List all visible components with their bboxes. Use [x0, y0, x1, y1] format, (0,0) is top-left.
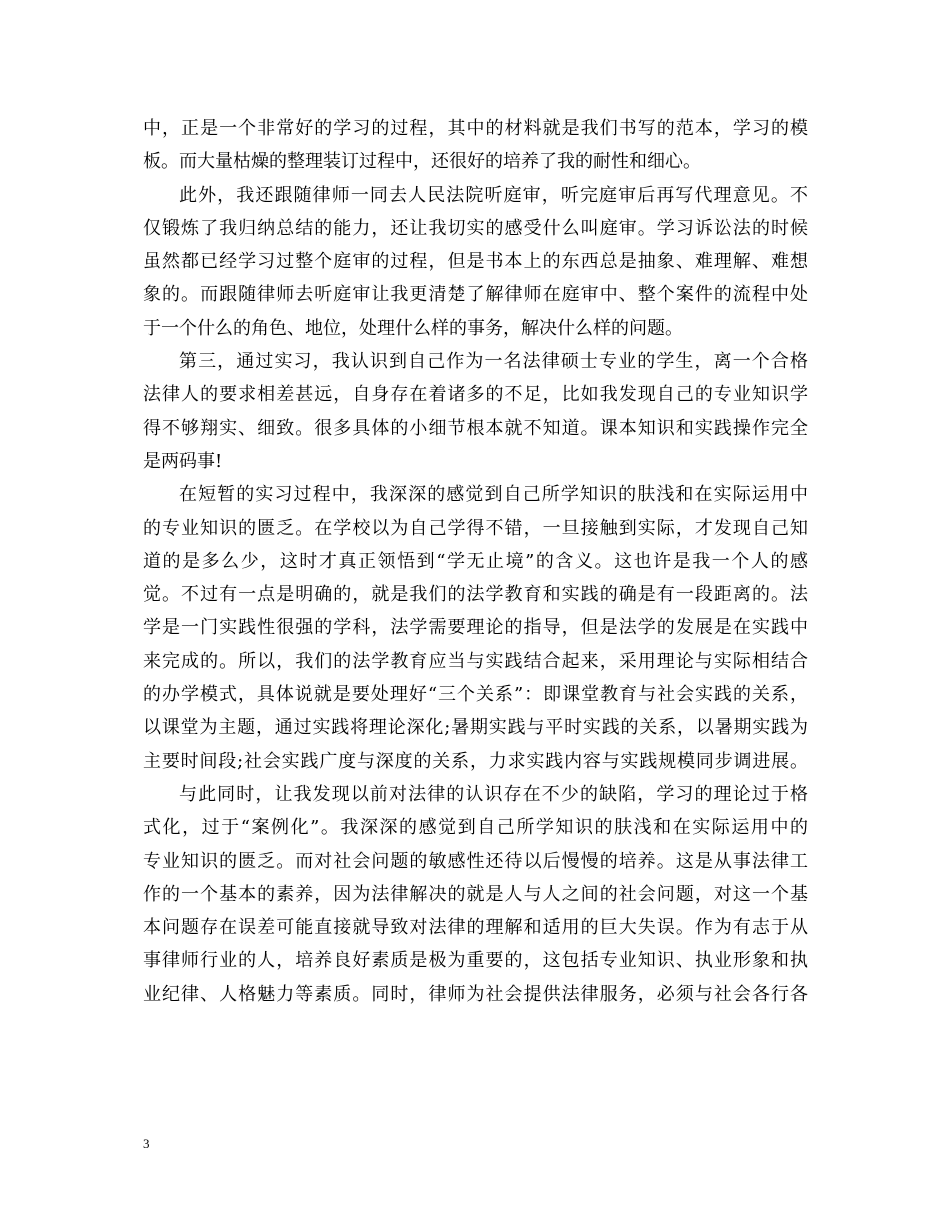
text-line: 主要时间段;社会实践广度与深度的关系，力求实践内容与实践规模同步调进展。: [143, 750, 808, 772]
text-line: 仅锻炼了我归纳总结的能力，还让我切实的感受什么叫庭审。学习诉讼法的时候: [143, 217, 808, 239]
text-line: 事律师行业的人，培养良好素质是极为重要的，这包括专业知识、执业形象和执: [143, 950, 808, 972]
text-line: 来完成的。所以，我们的法学教育应当与实践结合起来，采用理论与实际相结合: [143, 650, 808, 672]
text-line: 学是一门实践性很强的学科，法学需要理论的指导，但是法学的发展是在实践中: [143, 617, 808, 639]
text-line: 以课堂为主题，通过实践将理论深化;暑期实践与平时实践的关系，以暑期实践为: [143, 717, 808, 739]
text-line: 道的是多么少，这时才真正领悟到“学无止境”的含义。这也许是我一个人的感: [143, 550, 808, 572]
page-number: 3: [143, 1136, 150, 1151]
text-line: 的专业知识的匮乏。在学校以为自己学得不错，一旦接触到实际，才发现自己知: [143, 517, 808, 539]
text-line: 象的。而跟随律师去听庭审让我更清楚了解律师在庭审中、整个案件的流程中处: [143, 284, 808, 306]
text-line: 是两码事!: [143, 450, 223, 472]
text-line: 本问题存在误差可能直接就导致对法律的理解和适用的巨大失误。作为有志于从: [143, 917, 808, 939]
text-line: 法律人的要求相差甚远，自身存在着诸多的不足，比如我发现自己的专业知识学: [143, 384, 808, 406]
text-line: 此外，我还跟随律师一同去人民法院听庭审，听完庭审后再写代理意见。不: [179, 184, 808, 206]
text-line: 的办学模式，具体说就是要处理好“三个关系”：即课堂教育与社会实践的关系，: [143, 684, 808, 706]
text-line: 于一个什么的角色、地位，处理什么样的事务，解决什么样的问题。: [143, 317, 683, 339]
text-line: 式化，过于“案例化”。我深深的感觉到自己所学知识的肤浅和在实际运用中的: [143, 817, 808, 839]
text-line: 觉。不过有一点是明确的，就是我们的法学教育和实践的确是有一段距离的。法: [143, 584, 808, 606]
text-line: 中，正是一个非常好的学习的过程，其中的材料就是我们书写的范本，学习的模: [143, 118, 808, 139]
text-line: 在短暂的实习过程中，我深深的感觉到自己所学知识的肤浅和在实际运用中: [179, 484, 808, 506]
text-line: 专业知识的匮乏。而对社会问题的敏感性还待以后慢慢的培养。这是从事法律工: [143, 850, 808, 872]
text-line: 第三，通过实习，我认识到自己作为一名法律硕士专业的学生，离一个合格: [179, 351, 808, 373]
text-line: 作的一个基本的素养，因为法律解决的就是人与人之间的社会问题，对这一个基: [143, 883, 808, 905]
text-line: 业纪律、人格魅力等素质。同时，律师为社会提供法律服务，必须与社会各行各: [143, 983, 808, 1005]
text-line: 得不够翔实、细致。很多具体的小细节根本就不知道。课本知识和实践操作完全: [143, 417, 808, 439]
text-line: 板。而大量枯燥的整理装订过程中，还很好的培养了我的耐性和细心。: [143, 151, 701, 173]
text-line: 与此同时，让我发现以前对法律的认识存在不少的缺陷，学习的理论过于格: [179, 783, 808, 805]
text-line: 虽然都已经学习过整个庭审的过程，但是书本上的东西总是抽象、难理解、难想: [143, 251, 808, 273]
body-text: [143, 112, 808, 1011]
